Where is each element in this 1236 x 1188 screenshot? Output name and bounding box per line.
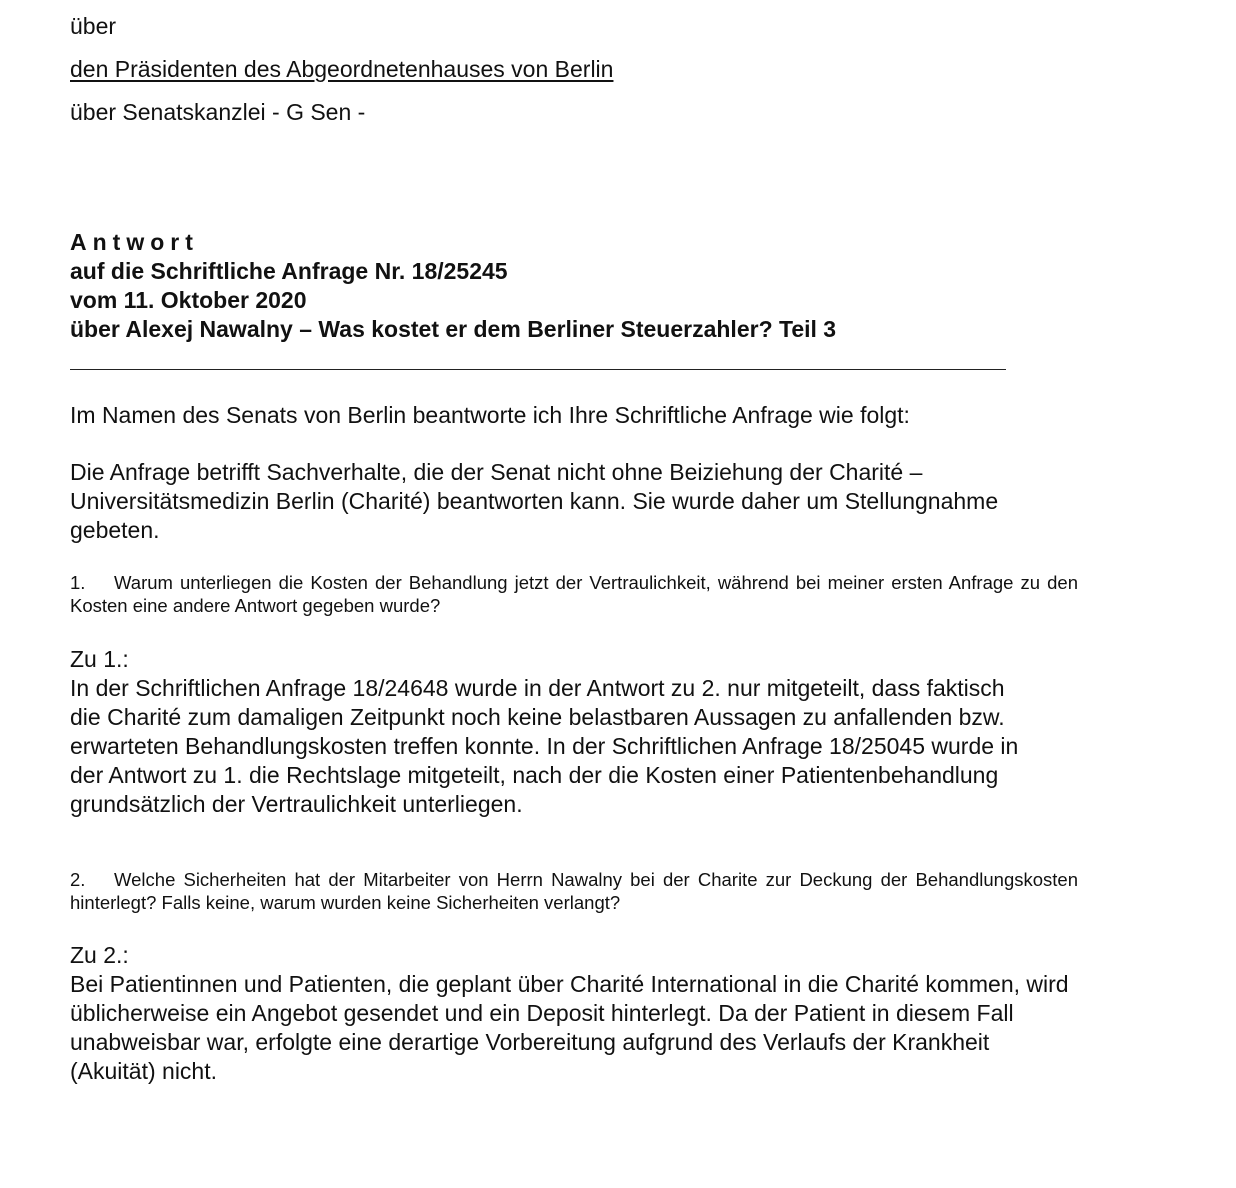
title-inquiry-number: auf die Schriftliche Anfrage Nr. 18/25245 xyxy=(70,258,508,284)
answer-2-heading: Zu 2.: xyxy=(70,942,129,968)
intro-text: Im Namen des Senats von Berlin beantworte ich Ihre Schriftliche Anfrage wie folgt: xyxy=(70,402,910,428)
question-1 xyxy=(70,571,1078,617)
question-2-number: 2. xyxy=(70,869,86,890)
question-2-text: Welche Sicherheiten hat der Mitarbeiter von Herrn Nawalny bei der Charite zur Deckung der Behandlungskosten hinterlegt? Falls keine, warum wurden keine Sicherheiten verlangt? xyxy=(70,869,1078,913)
title-date: vom 11. Oktober 2020 xyxy=(70,287,307,313)
question-1-text: Warum unterliegen die Kosten der Behandlung jetzt der Vertraulichkeit, während bei meiner ersten Anfrage zu den Kosten eine andere Antwort gegeben wurde? xyxy=(70,572,1078,616)
title-divider xyxy=(70,369,1006,370)
preamble-text: Die Anfrage betrifft Sachverhalte, die der Senat nicht ohne Beiziehung der Charité – Universitätsmedizin Berlin (Charité) beantworten kann. Sie wurde daher um Stellungnahme gebeten. xyxy=(70,459,999,543)
title-subject: über Alexej Nawalny – Was kostet er dem Berliner Steuerzahler? Teil 3 xyxy=(70,316,837,342)
question-2 xyxy=(70,868,1078,914)
answer-1-heading: Zu 1.: xyxy=(70,646,129,672)
header-line-3: über Senatskanzlei - G Sen - xyxy=(70,99,366,125)
answer-1-text: In der Schriftlichen Anfrage 18/24648 wurde in der Antwort zu 2. nur mitgeteilt, dass faktisch die Charité zum damaligen Zeitpunkt noch keine belastbaren Aussagen zu anfallenden bzw. erwarteten Behandlungskosten treffen konnte. In der Schriftlichen Anfrage 18/25045 wurde in der Antwort zu 1. die Rechtslage mitgeteilt, nach der die Kosten einer Patientenbehandlung grundsätzlich der Vertraulichkeit unterliegen. xyxy=(70,675,1019,817)
header-recipient: den Präsidenten des Abgeordnetenhauses von Berlin xyxy=(70,56,614,82)
question-1-number: 1. xyxy=(70,572,86,593)
header-line-1: über xyxy=(70,13,117,39)
title-antwort: Antwort xyxy=(70,229,199,255)
answer-2-text: Bei Patientinnen und Patienten, die geplant über Charité International in die Charité kommen, wird üblicherweise ein Angebot gesendet und ein Deposit hinterlegt. Da der Patient in diesem Fall unabweisbar war, erfolgte eine derartige Vorbereitung aufgrund des Verlaufs der Krankheit (Akuität) nicht. xyxy=(70,971,1069,1084)
